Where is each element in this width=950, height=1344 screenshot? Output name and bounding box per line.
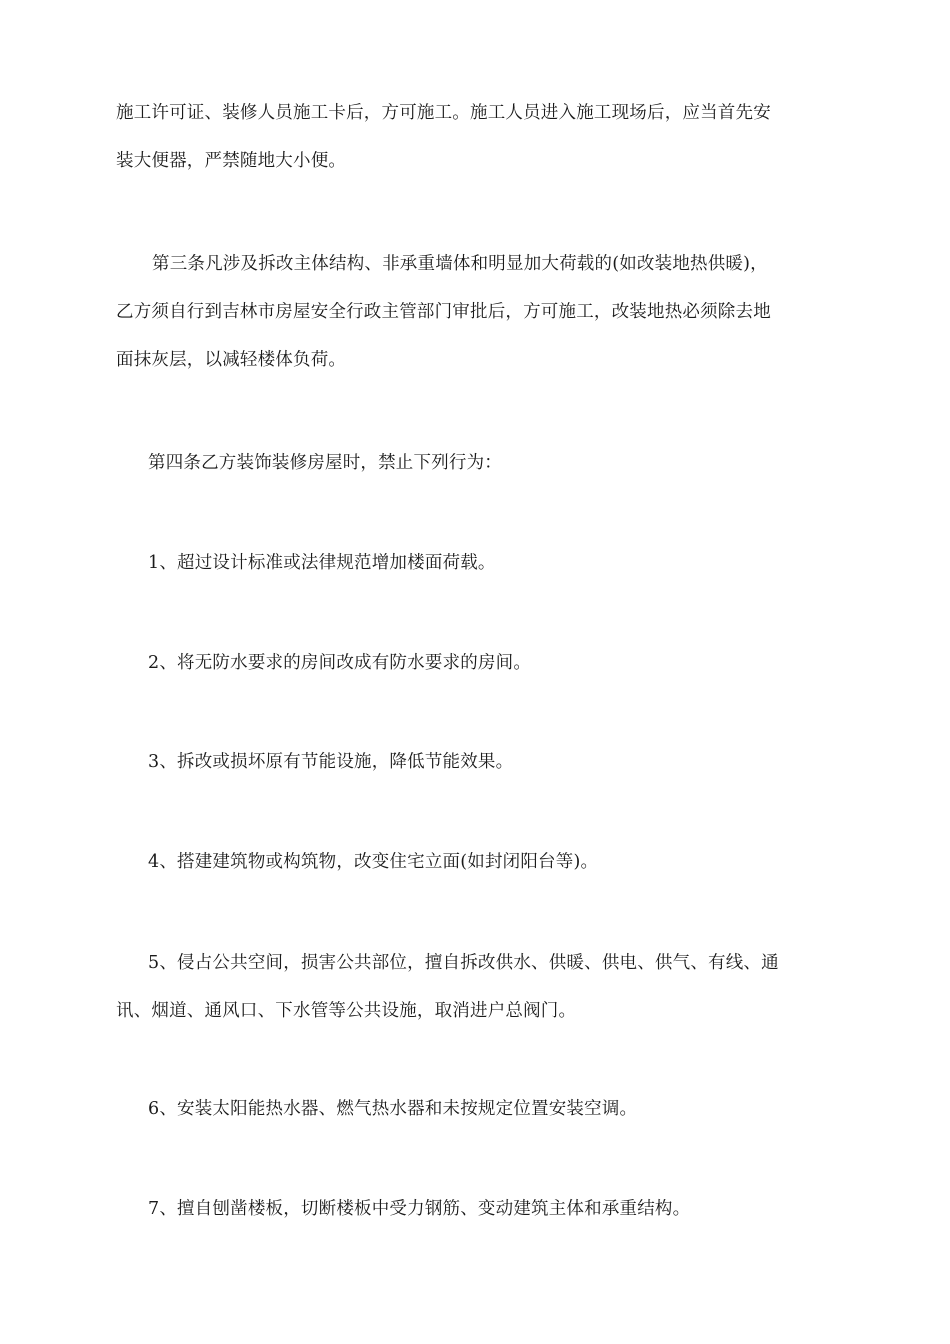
text-line: 讯、烟道、通风口、下水管等公共设施，取消进户总阀门。 <box>116 1001 577 1021</box>
text-line: 第三条凡涉及拆改主体结构、非承重墙体和明显加大荷载的(如改装地热供暖)， <box>152 254 768 274</box>
text-line: 4、搭建建筑物或构筑物，改变住宅立面(如封闭阳台等)。 <box>148 852 599 872</box>
text-line: 乙方须自行到吉林市房屋安全行政主管部门审批后，方可施工，改装地热必须除去地 <box>116 302 771 322</box>
list-item-3 <box>116 738 838 786</box>
text-line: 第四条乙方装饰装修房屋时，禁止下列行为： <box>148 453 502 473</box>
list-item-2 <box>116 639 838 687</box>
text-line: 6、安装太阳能热水器、燃气热水器和未按规定位置安装空调。 <box>148 1099 638 1119</box>
list-item-5 <box>116 939 838 1035</box>
text-line: 装大便器，严禁随地大小便。 <box>116 151 347 171</box>
text-line: 1、超过设计标准或法律规范增加楼面荷载。 <box>148 553 496 573</box>
paragraph-permit-continuation <box>116 89 838 185</box>
paragraph-article-4 <box>116 439 838 487</box>
text-line: 5、侵占公共空间，损害公共部位，擅自拆改供水、供暖、供电、供气、有线、通 <box>148 953 779 973</box>
list-item-4 <box>116 838 838 886</box>
list-item-1 <box>116 539 838 587</box>
text-line: 7、擅自刨凿楼板，切断楼板中受力钢筋、变动建筑主体和承重结构。 <box>148 1199 691 1219</box>
text-line: 2、将无防水要求的房间改成有防水要求的房间。 <box>148 653 532 673</box>
list-item-7 <box>116 1185 838 1233</box>
text-line: 面抹灰层，以减轻楼体负荷。 <box>116 350 347 370</box>
text-line: 3、拆改或损坏原有节能设施，降低节能效果。 <box>148 752 514 772</box>
list-item-6 <box>116 1085 838 1133</box>
paragraph-article-3 <box>116 240 838 384</box>
text-line: 施工许可证、装修人员施工卡后，方可施工。施工人员进入施工现场后，应当首先安 <box>116 103 771 123</box>
